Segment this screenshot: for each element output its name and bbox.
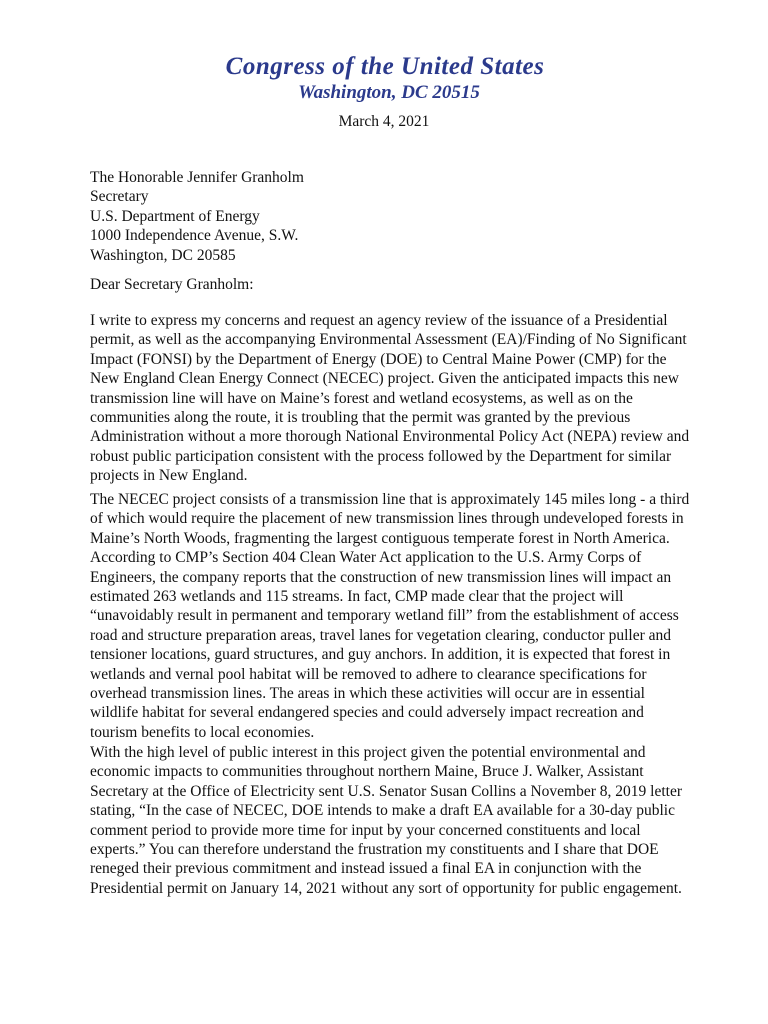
paragraph-2: The NECEC project consists of a transmission line that is approximately 145 miles long - a third of which would require the placement of new transmission lines through undeveloped forests in Maine’s North Woods, fragmenting the largest contiguous temperate forest in North America. According to CMP’s Section 404 Clean Water Act application to the U.S. Army Corps of Engineers, the company reports that the construction of new transmission lines will impact an estimated 263 wetlands and 115 streams. In fact, CMP made clear that the project will “unavoidably result in permanent and temporary wetland fill” from the establishment of access road and structure preparation areas, travel lanes for vegetation clearing, conductor puller and tensioner locations, guard structures, and guy anchors. In addition, it is expected that forest in wetlands and vernal pool habitat will be removed to adhere to clearance specifications for overhead transmission lines. The areas in which these activities will occur are in essential wildlife habitat for several endangered species and could adversely impact recreation and tourism benefits to local economies. — [90, 491, 690, 741]
recipient-address — [90, 168, 690, 265]
paragraph-1: I write to express my concerns and request an agency review of the issuance of a Presidential permit, as well as the accompanying Environmental Assessment (EA)/Finding of No Significant Impact (FONSI) by the Department of Energy (DOE) to Central Maine Power (CMP) for the New England Clean Energy Connect (NECEC) project. Given the anticipated impacts this new transmission line will have on Maine’s forest and wetland ecosystems, as well as on the communities along the route, it is troubling that the permit was granted by the previous Administration without a more thorough National Environmental Policy Act (NEPA) review and robust public participation consistent with the process followed by the Department for similar projects in New England. — [90, 312, 690, 485]
letterhead — [0, 52, 768, 104]
letterhead-location: Washington, DC 20515 — [298, 82, 480, 103]
paragraph-3: With the high level of public interest in this project given the potential environmental and economic impacts to communities throughout northern Maine, Bruce J. Walker, Assistant Secretary at the Office of Electricity sent U.S. Senator Susan Collins a November 8, 2019 letter stating, “In the case of NECEC, DOE intends to make a draft EA available for a 30-day public comment period to provide more time for input by your concerned constituents and local experts.” You can therefore understand the frustration my constituents and I share that DOE reneged their previous commitment and instead issued a final EA in conjunction with the Presidential permit on January 14, 2021 without any sort of opportunity for public engagement. — [90, 744, 682, 897]
recipient-street: 1000 Independence Avenue, S.W. — [90, 227, 299, 245]
salutation: Dear Secretary Granholm: — [90, 276, 254, 293]
recipient-name: The Honorable Jennifer Granholm — [90, 169, 304, 186]
recipient-title: Secretary — [90, 188, 149, 206]
recipient-department: U.S. Department of Energy — [90, 207, 260, 225]
letterhead-title: Congress of the United States — [225, 53, 545, 80]
recipient-city: Washington, DC 20585 — [90, 246, 236, 264]
letter-date: March 4, 2021 — [338, 113, 430, 130]
